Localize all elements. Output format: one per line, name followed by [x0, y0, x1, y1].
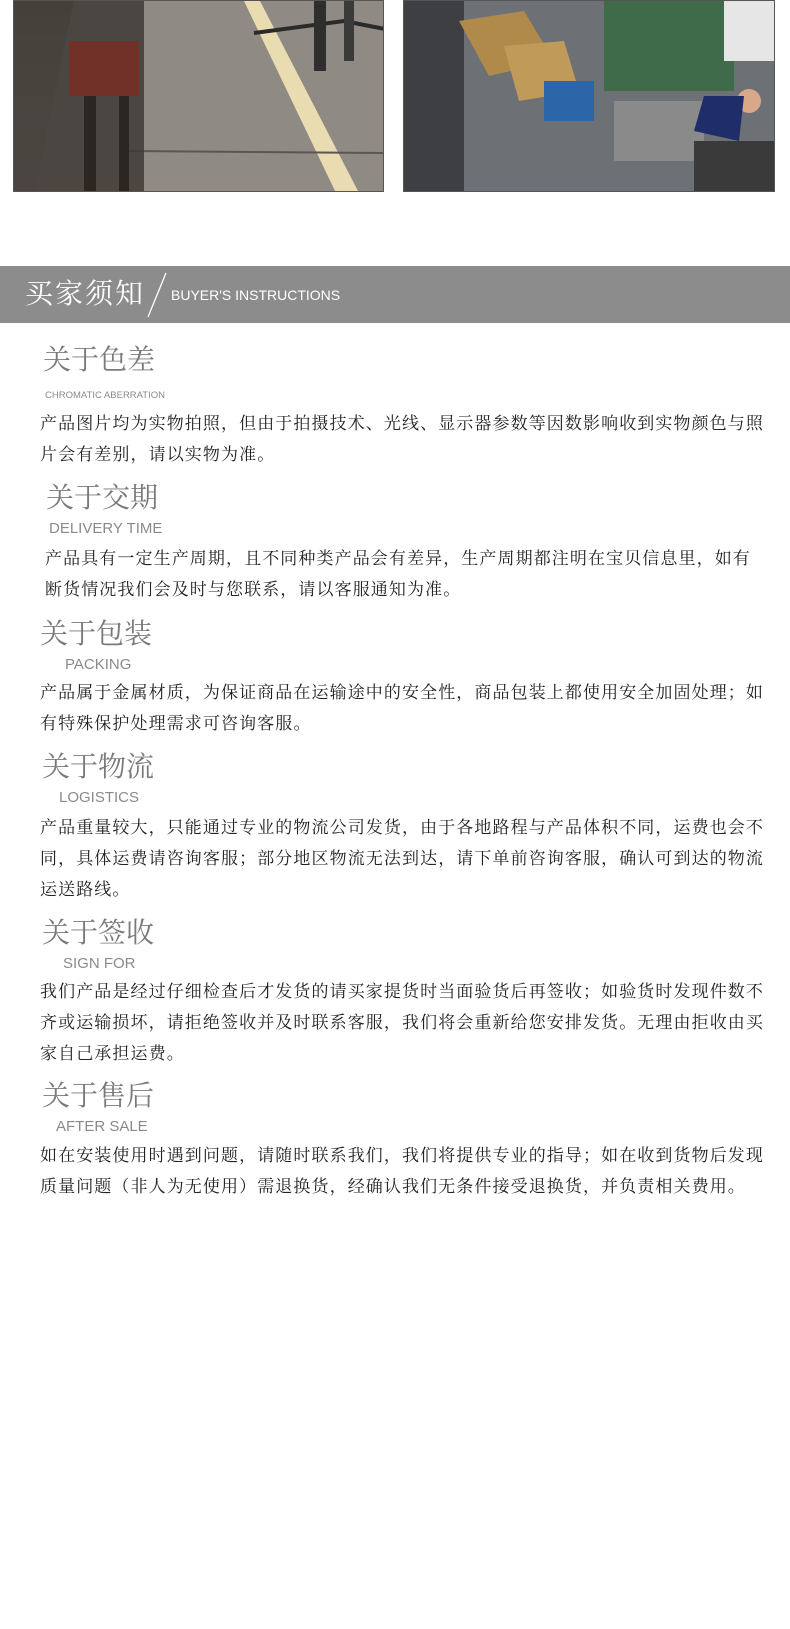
buyers-instructions-banner	[0, 266, 790, 323]
slash-divider-icon	[146, 272, 168, 318]
banner-title-cn: 买家须知	[25, 277, 146, 310]
section-title-delivery-time: 关于交期	[46, 481, 159, 514]
section-title-sign-for: 关于签收	[42, 916, 155, 949]
section-body-packing: 产品属于金属材质，为保证商品在运输途中的安全性，商品包装上都使用安全加固处理；如有特殊保护处理需求可咨询客服。	[40, 683, 764, 734]
section-title-after-sale: 关于售后	[42, 1079, 155, 1112]
banner-title-en: BUYER'S INSTRUCTIONS	[171, 287, 341, 303]
section-body-chromatic-aberration: 产品图片均为实物拍照，但由于拍摄技术、光线、显示器参数等因数影响收到实物颜色与照片会有差别，请以实物为准。	[40, 414, 764, 465]
section-title-packing: 关于包装	[40, 617, 153, 650]
section-title-chromatic-aberration: 关于色差	[43, 343, 156, 376]
section-subtitle-logistics: LOGISTICS	[59, 789, 140, 806]
section-subtitle-chromatic-aberration: CHROMATIC ABERRATION	[45, 390, 165, 401]
section-subtitle-sign-for: SIGN FOR	[63, 955, 136, 972]
section-body-logistics: 产品重量较大，只能通过专业的物流公司发货，由于各地路程与产品体积不同，运费也会不同，具体运费请咨询客服；部分地区物流无法到达，请下单前咨询客服，确认可到达的物流运送路线。	[40, 818, 764, 900]
section-body-after-sale: 如在安装使用时遇到问题，请随时联系我们，我们将提供专业的指导；如在收到货物后发现质量问题（非人为无使用）需退换货，经确认我们无条件接受退换货，并负责相关费用。	[40, 1146, 764, 1197]
factory-floor-photo	[13, 0, 384, 192]
section-subtitle-delivery-time: DELIVERY TIME	[49, 520, 163, 537]
worker-sorting-metal-photo	[403, 0, 775, 192]
section-subtitle-packing: PACKING	[65, 656, 132, 673]
section-title-logistics: 关于物流	[42, 750, 155, 783]
workshop-illustration	[404, 1, 775, 192]
section-body-delivery-time: 产品具有一定生产周期，且不同种类产品会有差异，生产周期都注明在宝贝信息里，如有断货情况我们会及时与您联系，请以客服通知为准。	[45, 549, 751, 600]
factory-floor-illustration	[14, 1, 384, 192]
section-subtitle-after-sale: AFTER SALE	[56, 1118, 148, 1135]
section-body-sign-for: 我们产品是经过仔细检查后才发货的请买家提货时当面验货后再签收；如验货时发现件数不齐或运输损坏，请拒绝签收并及时联系客服，我们将会重新给您安排发货。无理由拒收由买家自己承担运费。	[40, 982, 764, 1064]
